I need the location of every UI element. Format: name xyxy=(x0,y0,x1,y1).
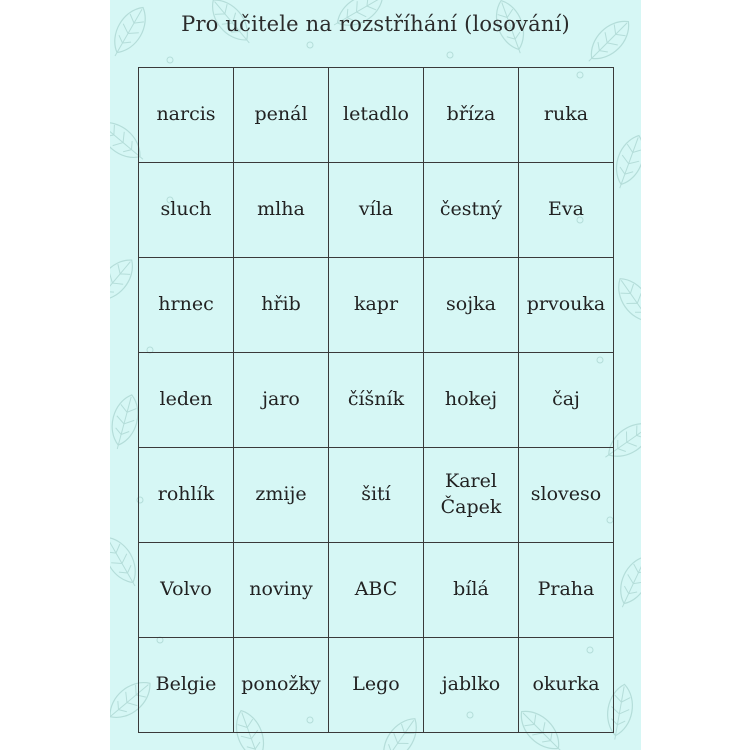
worksheet-page xyxy=(110,0,641,750)
card-cell[interactable]: ABC xyxy=(329,543,424,638)
card-cell[interactable]: hřib xyxy=(234,258,329,353)
card-cell[interactable]: penál xyxy=(234,68,329,163)
card-cell[interactable]: čaj xyxy=(519,353,614,448)
card-cell[interactable]: Karel Čapek xyxy=(424,448,519,543)
card-cell[interactable]: čestný xyxy=(424,163,519,258)
card-cell[interactable]: rohlík xyxy=(139,448,234,543)
leaf-icon xyxy=(610,272,641,332)
page-title: Pro učitele na rozstříhání (losování) xyxy=(181,12,570,36)
card-cell[interactable]: hrnec xyxy=(139,258,234,353)
card-cell[interactable]: narcis xyxy=(139,68,234,163)
card-cell[interactable]: ponožky xyxy=(234,638,329,733)
card-cell[interactable]: číšník xyxy=(329,353,424,448)
dot-decoration xyxy=(167,57,173,63)
card-cell[interactable]: prvouka xyxy=(519,258,614,353)
card-cell[interactable]: kapr xyxy=(329,258,424,353)
card-cell[interactable]: bříza xyxy=(424,68,519,163)
card-cell[interactable]: hokej xyxy=(424,353,519,448)
card-cell[interactable]: noviny xyxy=(234,543,329,638)
card-cell[interactable]: sloveso xyxy=(519,448,614,543)
card-cell[interactable]: jablko xyxy=(424,638,519,733)
card-cell[interactable]: Belgie xyxy=(139,638,234,733)
card-cell[interactable]: Eva xyxy=(519,163,614,258)
card-cell[interactable]: sluch xyxy=(139,163,234,258)
dot-decoration xyxy=(307,42,313,48)
card-cell[interactable]: leden xyxy=(139,353,234,448)
card-cell[interactable]: okurka xyxy=(519,638,614,733)
leaf-icon xyxy=(611,551,641,612)
card-cell[interactable]: letadlo xyxy=(329,68,424,163)
card-cell[interactable]: mlha xyxy=(234,163,329,258)
card-cell[interactable]: Lego xyxy=(329,638,424,733)
card-cell[interactable]: šití xyxy=(329,448,424,543)
card-grid xyxy=(138,67,614,733)
dot-decoration xyxy=(447,52,453,58)
card-cell[interactable]: zmije xyxy=(234,448,329,543)
card-cell[interactable]: sojka xyxy=(424,258,519,353)
card-cell[interactable]: Praha xyxy=(519,543,614,638)
card-cell[interactable]: víla xyxy=(329,163,424,258)
card-cell[interactable]: jaro xyxy=(234,353,329,448)
card-cell[interactable]: Volvo xyxy=(139,543,234,638)
leaf-icon xyxy=(110,252,141,310)
card-cell[interactable]: bílá xyxy=(424,543,519,638)
card-cell[interactable]: ruka xyxy=(519,68,614,163)
